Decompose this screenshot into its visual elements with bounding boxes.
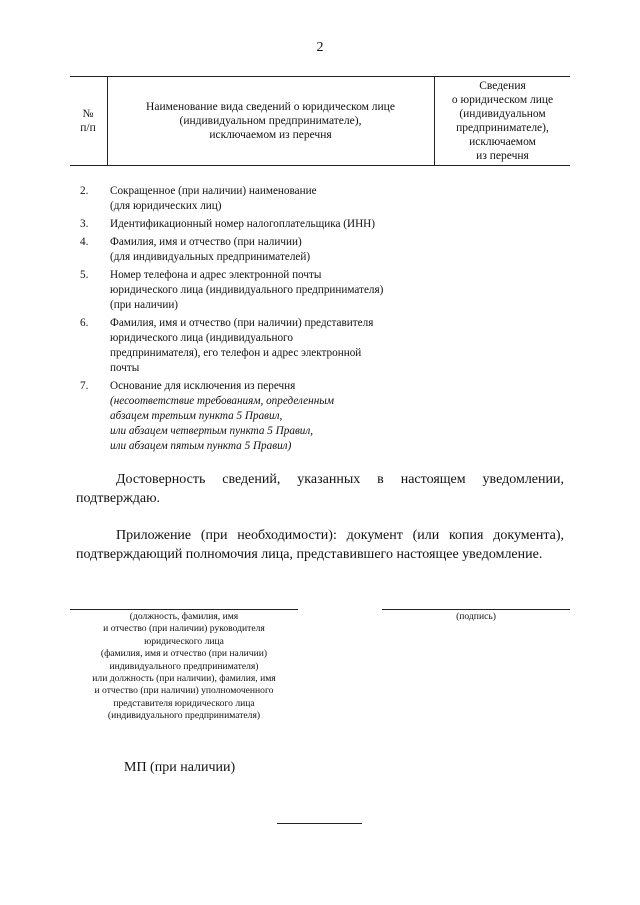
header-info-column: Сведения о юридическом лице (индивидуальном предпринимателе), исключаемом из перечня xyxy=(434,77,570,165)
row-number: 4. xyxy=(80,236,89,248)
end-divider xyxy=(277,823,362,824)
row-text: Основание для исключения из перечня xyxy=(110,380,296,392)
header-name-column: Наименование вида сведений о юридическом лице (индивидуальном предпринимателе), исключаемом из перечня xyxy=(107,77,433,165)
row-number: 2. xyxy=(80,185,89,197)
confirmation-paragraph: Достоверность сведений, указанных в настоящем уведомлении, подтверждаю. xyxy=(76,472,564,506)
row-text: Сокращенное (при наличии) наименование (для юридических лиц) xyxy=(110,185,317,212)
row-5 xyxy=(80,268,480,313)
name-signature-line xyxy=(70,609,298,610)
row-7 xyxy=(80,379,480,454)
row-text: Фамилия, имя и отчество (при наличии) (для индивидуальных предпринимателей) xyxy=(110,236,311,263)
row-6 xyxy=(80,316,480,376)
stamp-label: МП (при наличии) xyxy=(124,760,236,775)
row-text: Фамилия, имя и отчество (при наличии) представителя юридического лица (индивидуального предпринимателя), его телефон и адрес электронной почты xyxy=(110,317,374,374)
row-3 xyxy=(80,217,480,232)
row-number: 3. xyxy=(80,218,89,230)
table-header xyxy=(70,76,570,166)
row-note: (несоответствие требованиям, определенным абзацем третьим пункта 5 Правил, или абзацем четвертым пункта 5 Правил, или абзацем пятым пункта 5 Правил) xyxy=(110,395,334,452)
attachment-paragraph: Приложение (при необходимости): документ (или копия документа), подтверждающий полномочия лица, представившего настоящее уведомление. xyxy=(76,528,564,562)
header-number-column: № п/п xyxy=(80,108,96,134)
name-signature-caption: (должность, фамилия, имя и отчество (при наличии) руководителя юридического лица (фамилия, имя и отчество (при наличии) индивидуального предпринимателя) или должность (при наличии), фамилия, имя и отчество (при наличии) уполномоченного представителя юридического лица (индивидуального предпринимателя) xyxy=(92,611,276,722)
row-4 xyxy=(80,235,480,265)
page-number: 2 xyxy=(316,40,324,55)
row-number: 6. xyxy=(80,317,89,329)
row-number: 7. xyxy=(80,380,89,392)
signature-line xyxy=(382,609,570,610)
row-2 xyxy=(80,184,480,214)
info-rows xyxy=(80,184,480,457)
row-number: 5. xyxy=(80,269,89,281)
row-text: Идентификационный номер налогоплательщика (ИНН) xyxy=(110,218,375,230)
row-text: Номер телефона и адрес электронной почты юридического лица (индивидуального предпринимателя) (при наличии) xyxy=(110,269,384,311)
signature-caption: (подпись) xyxy=(456,611,496,622)
